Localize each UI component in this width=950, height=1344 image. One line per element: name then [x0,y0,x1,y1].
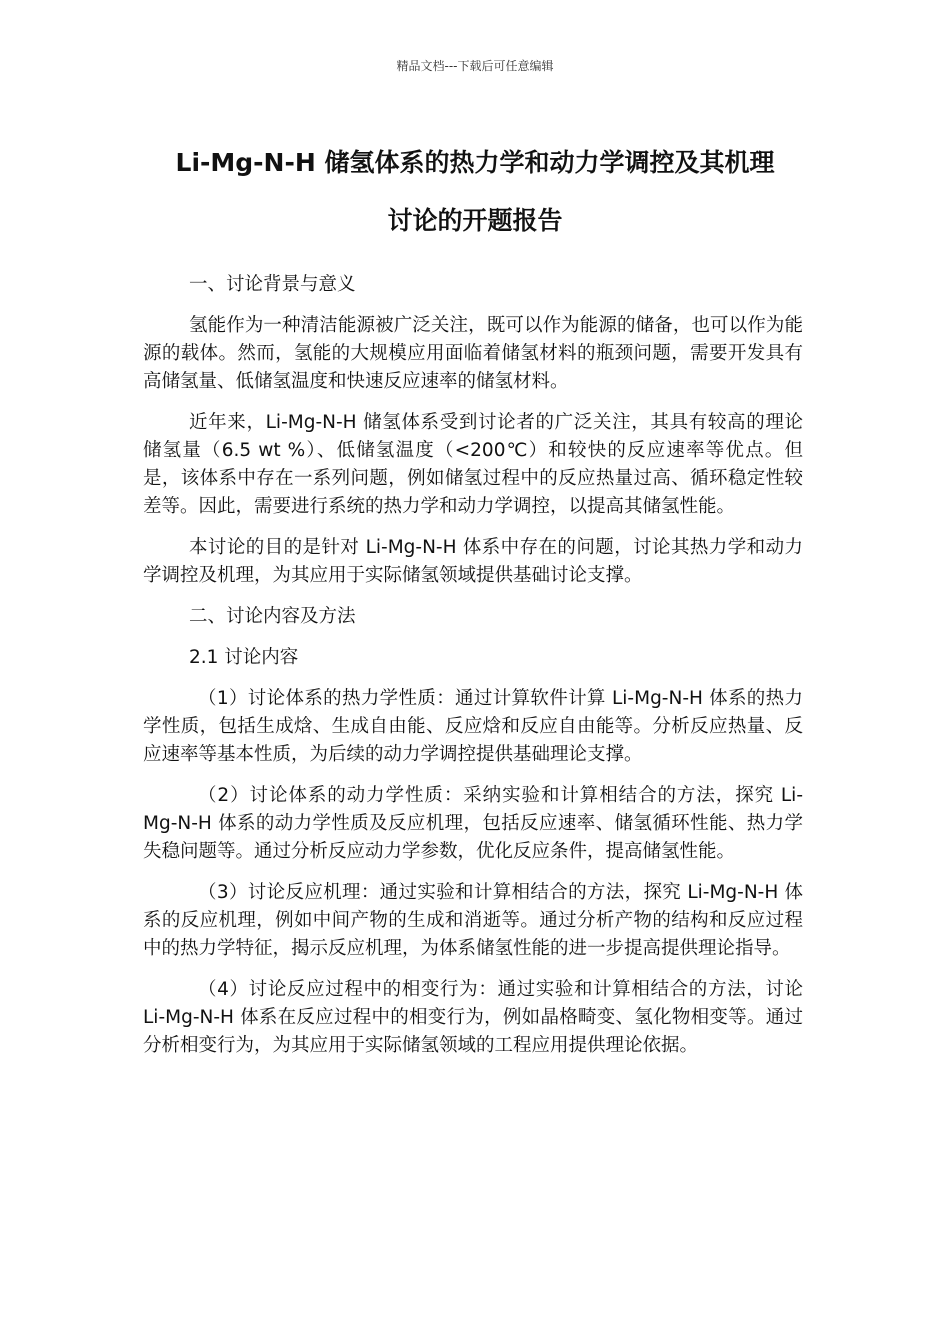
title-line-1: Li-Mg-N-H 储氢体系的热力学和动力学调控及其机理 [175,148,775,177]
document-title [100,134,850,250]
paragraph: 本讨论的目的是针对 Li-Mg-N-H 体系中存在的问题，讨论其热力学和动力学调控及机理，为其应用于实际储氢领域提供基础讨论支撑。 [143,537,803,586]
subsection-heading: 2.1 讨论内容 [189,647,299,668]
research-item: （4）讨论反应过程中的相变行为：通过实验和计算相结合的方法，讨论 Li-Mg-N-H 体系在反应过程中的相变行为，例如晶格畸变、氢化物相变等。通过分析相变行为，为其应用于实际储氢领域的工程应用提供理论依据。 [143,979,803,1056]
section-heading-background: 一、讨论背景与意义 [189,274,356,295]
paragraph: 氢能作为一种清洁能源被广泛关注，既可以作为能源的储备，也可以作为能源的载体。然而，氢能的大规模应用面临着储氢材料的瓶颈问题，需要开发具有高储氢量、低储氢温度和快速反应速率的储氢材料。 [143,315,803,392]
document-body [143,271,803,1073]
research-item: （2）讨论体系的动力学性质：采纳实验和计算相结合的方法，探究 Li-Mg-N-H 体系的动力学性质及反应机理，包括反应速率、储氢循环性能、热力学失稳问题等。通过分析反应动力学参数，优化反应条件，提高储氢性能。 [143,785,803,862]
title-line-2: 讨论的开题报告 [387,206,563,235]
research-item: （1）讨论体系的热力学性质：通过计算软件计算 Li-Mg-N-H 体系的热力学性质，包括生成焓、生成自由能、反应焓和反应自由能等。分析反应热量、反应速率等基本性质，为后续的动力学调控提供基础理论支撑。 [143,688,803,765]
page-header: 精品文档---下载后可任意编辑 [396,59,554,73]
research-item: （3）讨论反应机理：通过实验和计算相结合的方法，探究 Li-Mg-N-H 体系的反应机理，例如中间产物的生成和消逝等。通过分析产物的结构和反应过程中的热力学特征，揭示反应机理，为体系储氢性能的进一步提高提供理论指导。 [143,882,803,959]
paragraph: 近年来，Li-Mg-N-H 储氢体系受到讨论者的广泛关注，其具有较高的理论储氢量（6.5 wt %）、低储氢温度（<200℃）和较快的反应速率等优点。但是，该体系中存在一系列问题，例如储氢过程中的反应热量过高、循环稳定性较差等。因此，需要进行系统的热力学和动力学调控，以提高其储氢性能。 [143,412,803,517]
section-heading-content-methods: 二、讨论内容及方法 [189,606,356,627]
